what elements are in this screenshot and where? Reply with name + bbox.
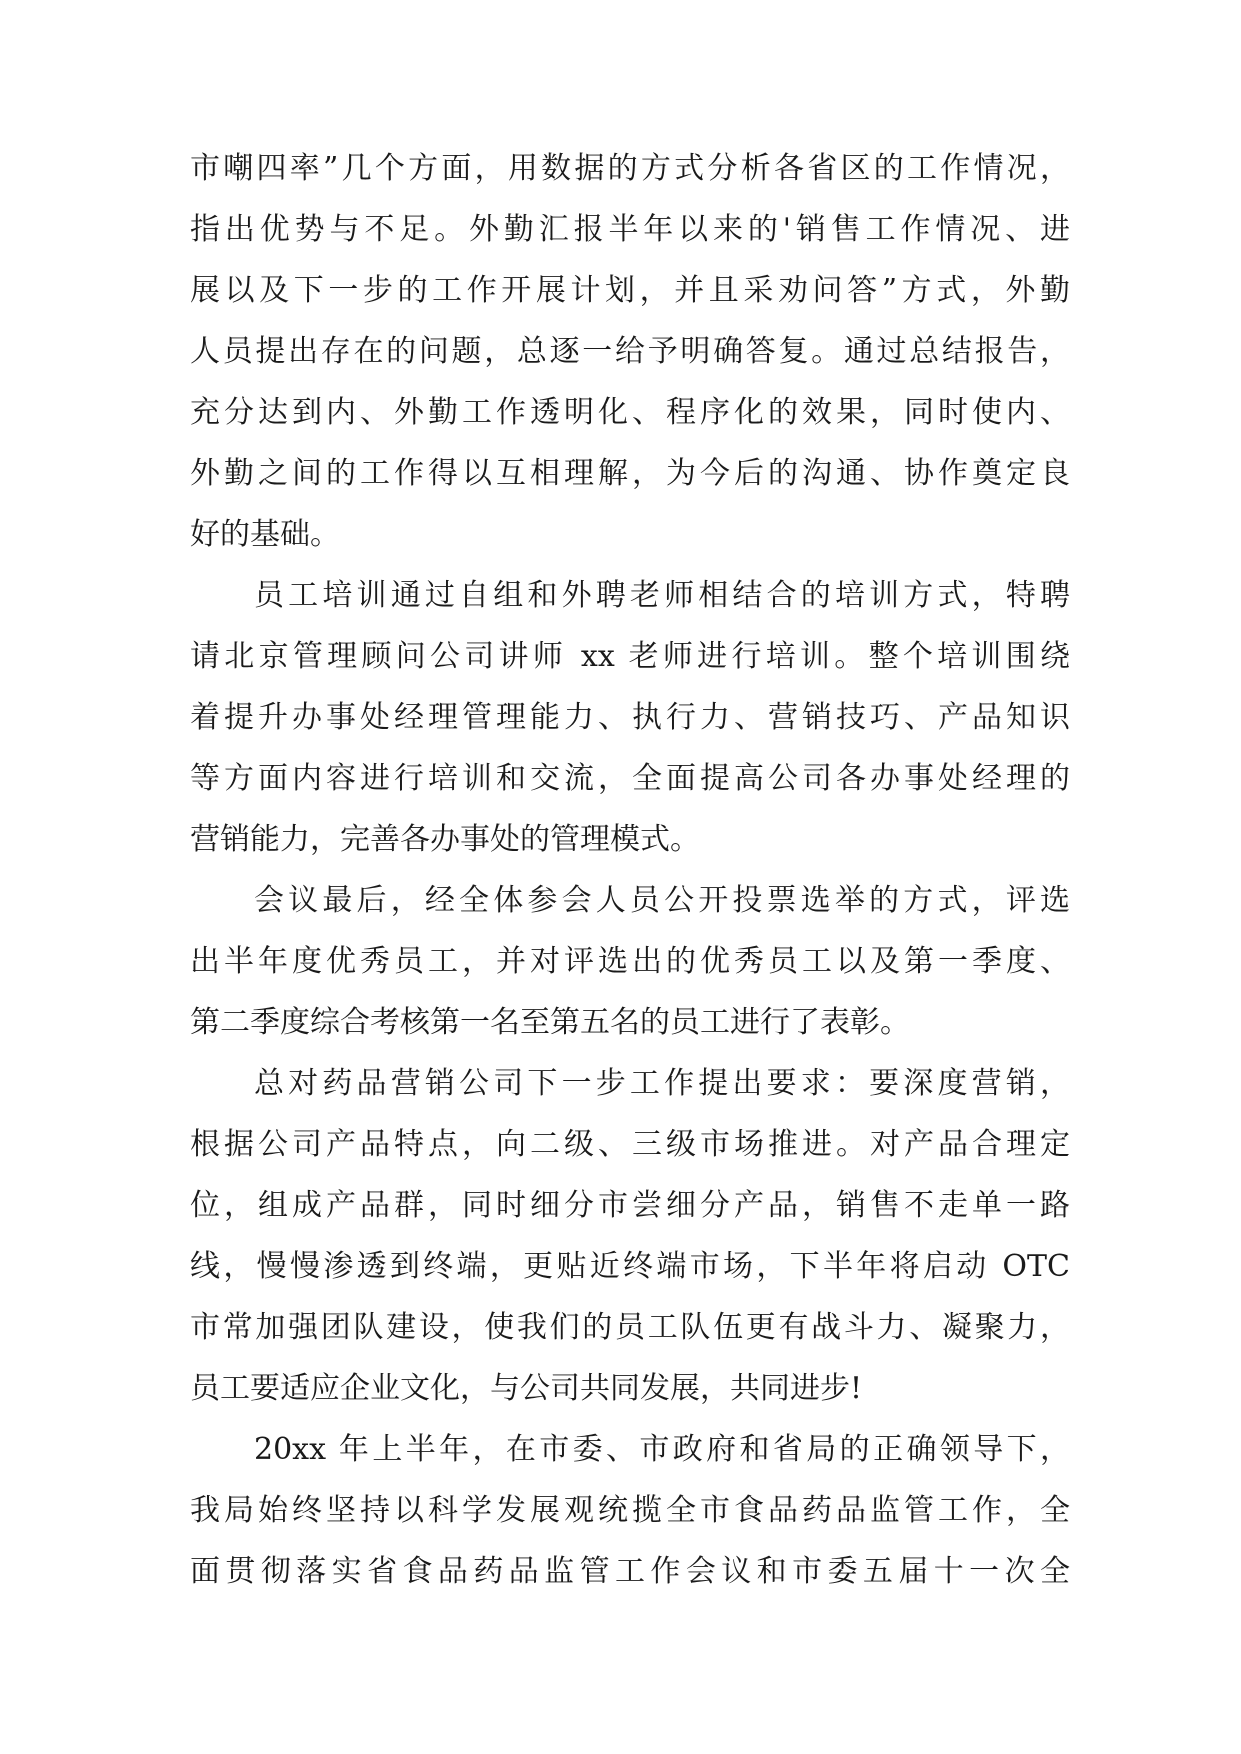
text-line: 展以及下一步的工作开展计划，并且采劝问答”方式，外勤 — [190, 273, 1070, 308]
text-line: 线，慢慢渗透到终端，更贴近终端市场，下半年将启动 OTC — [190, 1249, 1070, 1284]
text-line: 市嘲四率”几个方面，用数据的方式分析各省区的工作情况， — [190, 151, 1070, 186]
text-line: 根据公司产品特点，向二级、三级市场推进。对产品合理定 — [190, 1127, 1070, 1162]
text-line: 着提升办事处经理管理能力、执行力、营销技巧、产品知识 — [190, 700, 1070, 735]
text-line: 位，组成产品群，同时细分市尝细分产品，销售不走单一路 — [190, 1188, 1070, 1223]
paragraph — [190, 1053, 1070, 1419]
paragraph — [190, 1419, 1070, 1602]
text-line: 我局始终坚持以科学发展观统揽全市食品药品监管工作，全 — [190, 1493, 1070, 1528]
text-line: 员工培训通过自组和外聘老师相结合的培训方式，特聘 — [254, 578, 1070, 613]
text-line: 好的基础。 — [190, 517, 340, 552]
text-line: 外勤之间的工作得以互相理解，为今后的沟通、协作奠定良 — [190, 456, 1070, 491]
text-line: 总对药品营销公司下一步工作提出要求：要深度营销， — [254, 1066, 1070, 1101]
text-line: 人员提出存在的问题，总逐一给予明确答复。通过总结报告， — [190, 334, 1070, 369]
paragraph — [190, 138, 1070, 565]
text-line: 20xx 年上半年，在市委、市政府和省局的正确领导下， — [254, 1432, 1070, 1467]
document-body — [190, 138, 1070, 1602]
text-line: 市常加强团队建设，使我们的员工队伍更有战斗力、凝聚力， — [190, 1310, 1070, 1345]
text-line: 第二季度综合考核第一名至第五名的员工进行了表彰。 — [190, 1005, 910, 1040]
text-line: 指出优势与不足。外勤汇报半年以来的'销售工作情况、进 — [190, 212, 1070, 247]
text-line: 等方面内容进行培训和交流，全面提高公司各办事处经理的 — [190, 761, 1070, 796]
text-line: 出半年度优秀员工，并对评选出的优秀员工以及第一季度、 — [190, 944, 1070, 979]
text-line: 营销能力，完善各办事处的管理模式。 — [190, 822, 700, 857]
text-line: 充分达到内、外勤工作透明化、程序化的效果，同时使内、 — [190, 395, 1070, 430]
paragraph — [190, 870, 1070, 1053]
paragraph — [190, 565, 1070, 870]
text-line: 请北京管理顾问公司讲师 xx 老师进行培训。整个培训围绕 — [190, 639, 1070, 674]
text-line: 员工要适应企业文化，与公司共同发展，共同进步! — [190, 1371, 863, 1406]
text-line: 会议最后，经全体参会人员公开投票选举的方式，评选 — [254, 883, 1070, 918]
text-line: 面贯彻落实省食品药品监管工作会议和市委五届十一次全 — [190, 1554, 1070, 1589]
